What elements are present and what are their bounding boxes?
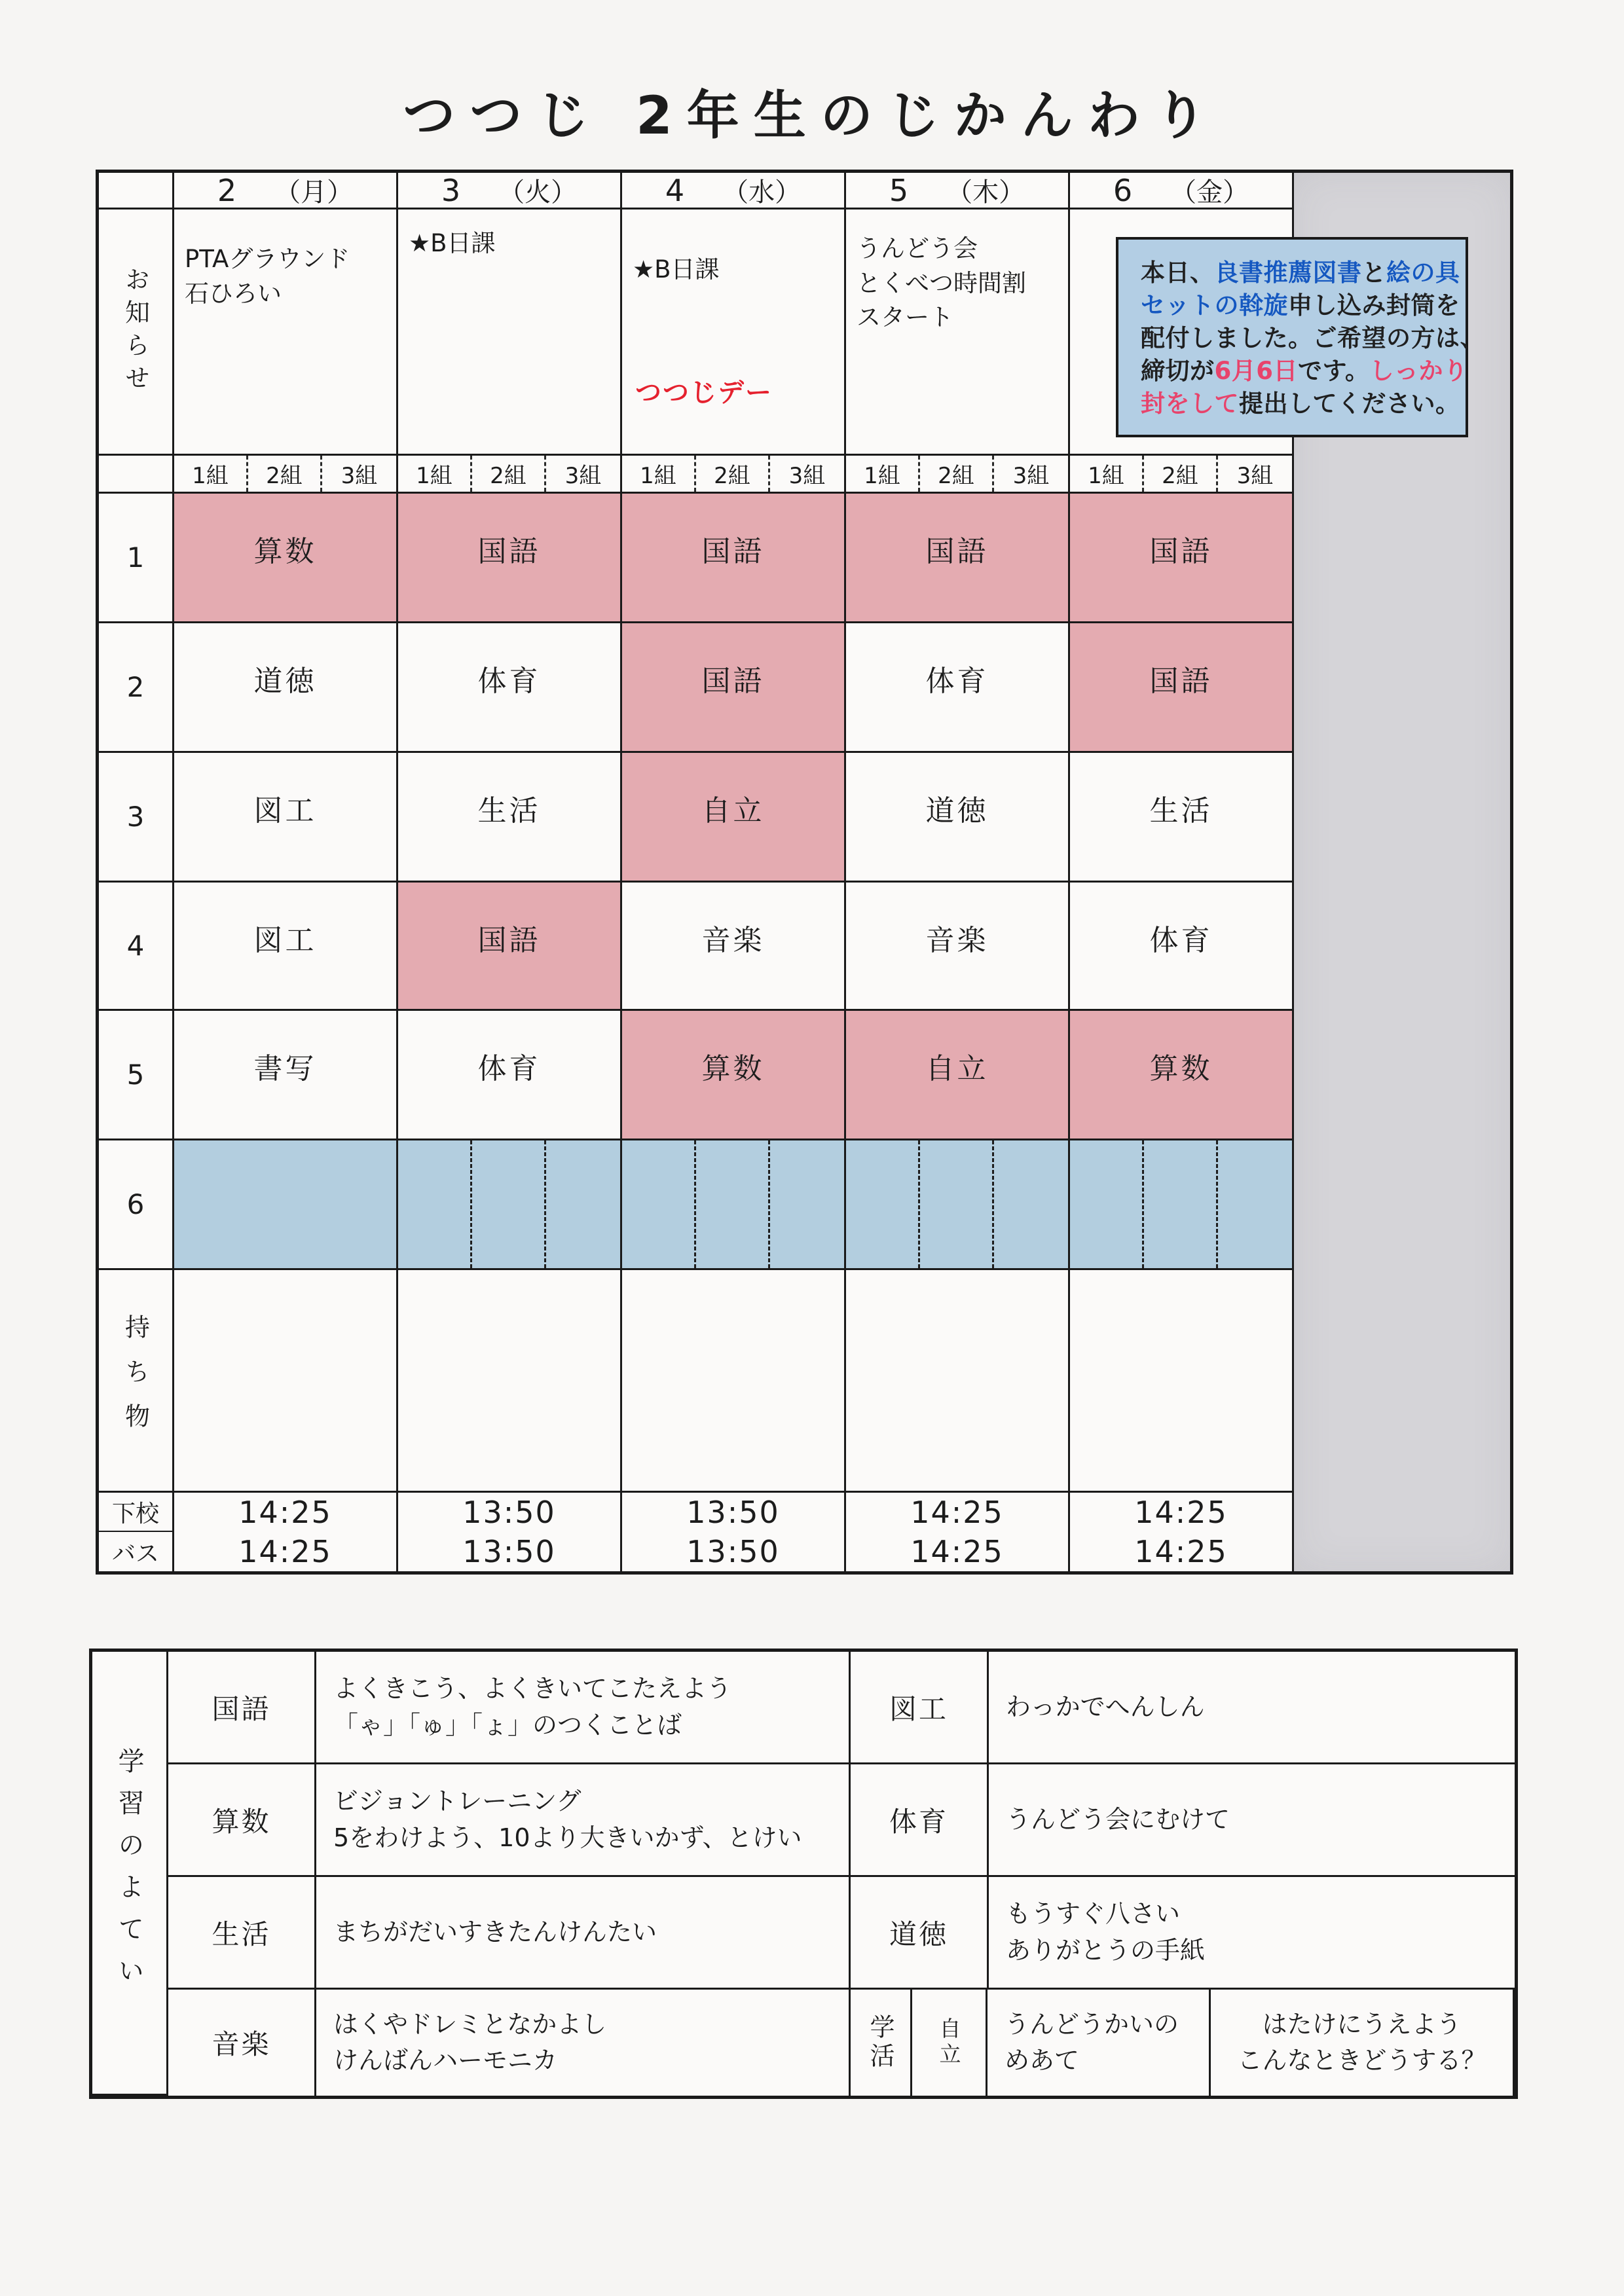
announcement-wed: ★B日課 つつじデー xyxy=(622,210,846,456)
schedule-cell-p4-tue: 国語 xyxy=(398,883,622,1011)
tsutsuji-day-note: つつじデー xyxy=(635,378,773,408)
weekday-label: （月） xyxy=(274,177,354,208)
period-label-4: 4 xyxy=(99,883,174,1011)
belongings-mon xyxy=(174,1270,398,1493)
study-content-kokugo: よくきこう、よくきいてこたえよう 「ゃ」「ゅ」「ょ」のつくことば xyxy=(316,1652,851,1764)
schedule-cell-p6-fri xyxy=(1070,1140,1294,1270)
notice-box xyxy=(1116,237,1485,437)
study-content-zuko: わっかでへんしん xyxy=(989,1652,1515,1764)
schedule-cell-p2-thu: 体育 xyxy=(846,623,1070,753)
class-groups-wed xyxy=(622,456,846,494)
notice-line: 締切が6月6日です。しっかり xyxy=(1141,357,1468,385)
schedule-cell-p6-thu xyxy=(846,1140,1070,1270)
schedule-cell-p2-tue: 体育 xyxy=(398,623,622,753)
period-label-1: 1 xyxy=(99,494,174,623)
schedule-cell-p3-wed: 自立 xyxy=(622,753,846,883)
study-content-extra: はたけにうえよう こんなときどうする？ xyxy=(1237,2009,1486,2075)
schedule-cell-p6-tue xyxy=(398,1140,622,1270)
study-sublabel-jiritsu: 自立 xyxy=(912,1990,987,2096)
bus-time-fri: 14:25 xyxy=(1070,1532,1294,1571)
belongings-thu xyxy=(846,1270,1070,1493)
schedule-cell-p4-wed: 音楽 xyxy=(622,883,846,1011)
schedule-cell-p2-fri: 国語 xyxy=(1070,623,1294,753)
weekday-label: （木） xyxy=(946,177,1025,208)
class-group-label: 2組 xyxy=(248,456,322,492)
schedule-cell-p3-tue: 生活 xyxy=(398,753,622,883)
schedule-cell-p3-mon: 図工 xyxy=(174,753,398,883)
day-number: 4 xyxy=(665,173,685,208)
notice-line: セットの斡旋申し込み封筒を xyxy=(1141,291,1460,319)
dismissal-time-fri: 14:25 xyxy=(1070,1493,1294,1532)
study-subject-gakkatsu: 学活 xyxy=(851,1990,912,2096)
class-group-label: 3組 xyxy=(788,463,826,489)
schedule-cell-p2-wed: 国語 xyxy=(622,623,846,753)
schedule-cell-p5-fri: 算数 xyxy=(1070,1011,1294,1140)
class-group-row-label xyxy=(99,456,174,494)
dismissal-time-mon: 14:25 xyxy=(174,1493,398,1532)
schedule-cell-p3-thu: 道徳 xyxy=(846,753,1070,883)
study-content-seikatsu: まちがだいすきたんけんたい xyxy=(316,1877,851,1990)
study-subject-taiiku: 体育 xyxy=(851,1764,989,1877)
day-number: 5 xyxy=(889,173,909,208)
bus-row-label: バス xyxy=(99,1532,174,1571)
class-group-label: 1組 xyxy=(1070,456,1144,492)
class-groups-mon xyxy=(174,456,398,494)
schedule-cell-p5-thu: 自立 xyxy=(846,1011,1070,1140)
class-group-label: 2組 xyxy=(920,456,994,492)
period-label-2: 2 xyxy=(99,623,174,753)
belongings-tue xyxy=(398,1270,622,1493)
day-header-thu xyxy=(846,173,1070,210)
day-number: 2 xyxy=(217,173,237,208)
class-group-label: 3組 xyxy=(1236,463,1274,489)
class-groups-thu xyxy=(846,456,1070,494)
bus-time-mon: 14:25 xyxy=(174,1532,398,1571)
study-subject-kokugo: 国語 xyxy=(168,1652,316,1764)
study-content-taiiku: うんどう会にむけて xyxy=(989,1764,1515,1877)
schedule-cell-p1-tue: 国語 xyxy=(398,494,622,623)
bus-time-tue: 13:50 xyxy=(398,1532,622,1571)
corner-cell xyxy=(99,173,174,210)
day-header-mon xyxy=(174,173,398,210)
study-last-row-right xyxy=(851,1990,1515,2096)
class-group-label: 2組 xyxy=(472,456,546,492)
study-content-sansu: ビジョントレーニング 5をわけよう、10より大きいかず、とけい xyxy=(316,1764,851,1877)
schedule-cell-p5-mon: 書写 xyxy=(174,1011,398,1140)
class-group-label: 3組 xyxy=(1012,463,1050,489)
announcement-mon: PTAグラウンド 石ひろい xyxy=(174,210,398,456)
class-group-label: 1組 xyxy=(174,456,248,492)
schedule-cell-p4-thu: 音楽 xyxy=(846,883,1070,1011)
bus-time-thu: 14:25 xyxy=(846,1532,1070,1571)
weekday-label: （火） xyxy=(498,177,578,208)
belongings-wed xyxy=(622,1270,846,1493)
study-content-dotoku: もうすぐ八さい ありがとうの手紙 xyxy=(989,1877,1515,1990)
announcements-row-label: お知らせ xyxy=(99,210,174,456)
schedule-cell-p5-tue: 体育 xyxy=(398,1011,622,1140)
weekday-label: （水） xyxy=(722,177,802,208)
study-subject-ongaku: 音楽 xyxy=(168,1990,316,2096)
class-group-label: 3組 xyxy=(564,463,602,489)
schedule-cell-p1-wed: 国語 xyxy=(622,494,846,623)
study-content-goal: うんどうかいの めあて xyxy=(987,1990,1211,2096)
bus-time-wed: 13:50 xyxy=(622,1532,846,1571)
class-group-label: 1組 xyxy=(846,456,920,492)
dismissal-time-wed: 13:50 xyxy=(622,1493,846,1532)
study-subject-dotoku: 道徳 xyxy=(851,1877,989,1990)
schedule-cell-p2-mon: 道徳 xyxy=(174,623,398,753)
schedule-cell-p1-fri: 国語 xyxy=(1070,494,1294,623)
class-group-label: 2組 xyxy=(1144,456,1218,492)
class-group-label: 1組 xyxy=(398,456,472,492)
class-groups-fri xyxy=(1070,456,1294,494)
study-plan-header: 学習のよてい xyxy=(92,1652,168,2096)
schedule-cell-p5-wed: 算数 xyxy=(622,1011,846,1140)
study-subject-seikatsu: 生活 xyxy=(168,1877,316,1990)
schedule-cell-p4-mon: 図工 xyxy=(174,883,398,1011)
page-title: つつじ 2年生のじかんわり xyxy=(403,85,1221,146)
class-groups-tue xyxy=(398,456,622,494)
study-subject-zuko: 図工 xyxy=(851,1652,989,1764)
notice-line: 配付しました。ご希望の方は、 xyxy=(1141,324,1485,352)
period-label-5: 5 xyxy=(99,1011,174,1140)
schedule-cell-p6-mon xyxy=(174,1140,398,1270)
class-group-label: 1組 xyxy=(622,456,696,492)
class-group-label: 2組 xyxy=(696,456,770,492)
belongings-fri xyxy=(1070,1270,1294,1493)
dismissal-row-label: 下校 xyxy=(99,1493,174,1532)
day-header-wed xyxy=(622,173,846,210)
study-subject-sansu: 算数 xyxy=(168,1764,316,1877)
announcement-thu: うんどう会 とくべつ時間割 スタート xyxy=(846,210,1070,456)
class-group-label: 3組 xyxy=(341,463,378,489)
dismissal-time-tue: 13:50 xyxy=(398,1493,622,1532)
schedule-cell-p3-fri: 生活 xyxy=(1070,753,1294,883)
belongings-row-label: 持ち物 xyxy=(99,1270,174,1493)
day-header-fri xyxy=(1070,173,1294,210)
period-label-6: 6 xyxy=(99,1140,174,1270)
study-plan-table xyxy=(89,1649,1518,2099)
period-label-3: 3 xyxy=(99,753,174,883)
day-number: 3 xyxy=(441,173,461,208)
schedule-cell-p1-thu: 国語 xyxy=(846,494,1070,623)
notice-line: 封をして提出してください。 xyxy=(1141,390,1460,418)
announcement-tue: ★B日課 xyxy=(398,210,622,456)
weekday-label: （金） xyxy=(1170,177,1249,208)
notice-line: 本日、良書推薦図書と絵の具 xyxy=(1141,259,1460,287)
schedule-cell-p4-fri: 体育 xyxy=(1070,883,1294,1011)
schedule-cell-p1-mon: 算数 xyxy=(174,494,398,623)
schedule-cell-p6-wed xyxy=(622,1140,846,1270)
dismissal-time-thu: 14:25 xyxy=(846,1493,1070,1532)
day-number: 6 xyxy=(1113,173,1133,208)
day-header-tue xyxy=(398,173,622,210)
study-content-ongaku: はくやドレミとなかよし けんばんハーモニカ xyxy=(316,1990,851,2096)
